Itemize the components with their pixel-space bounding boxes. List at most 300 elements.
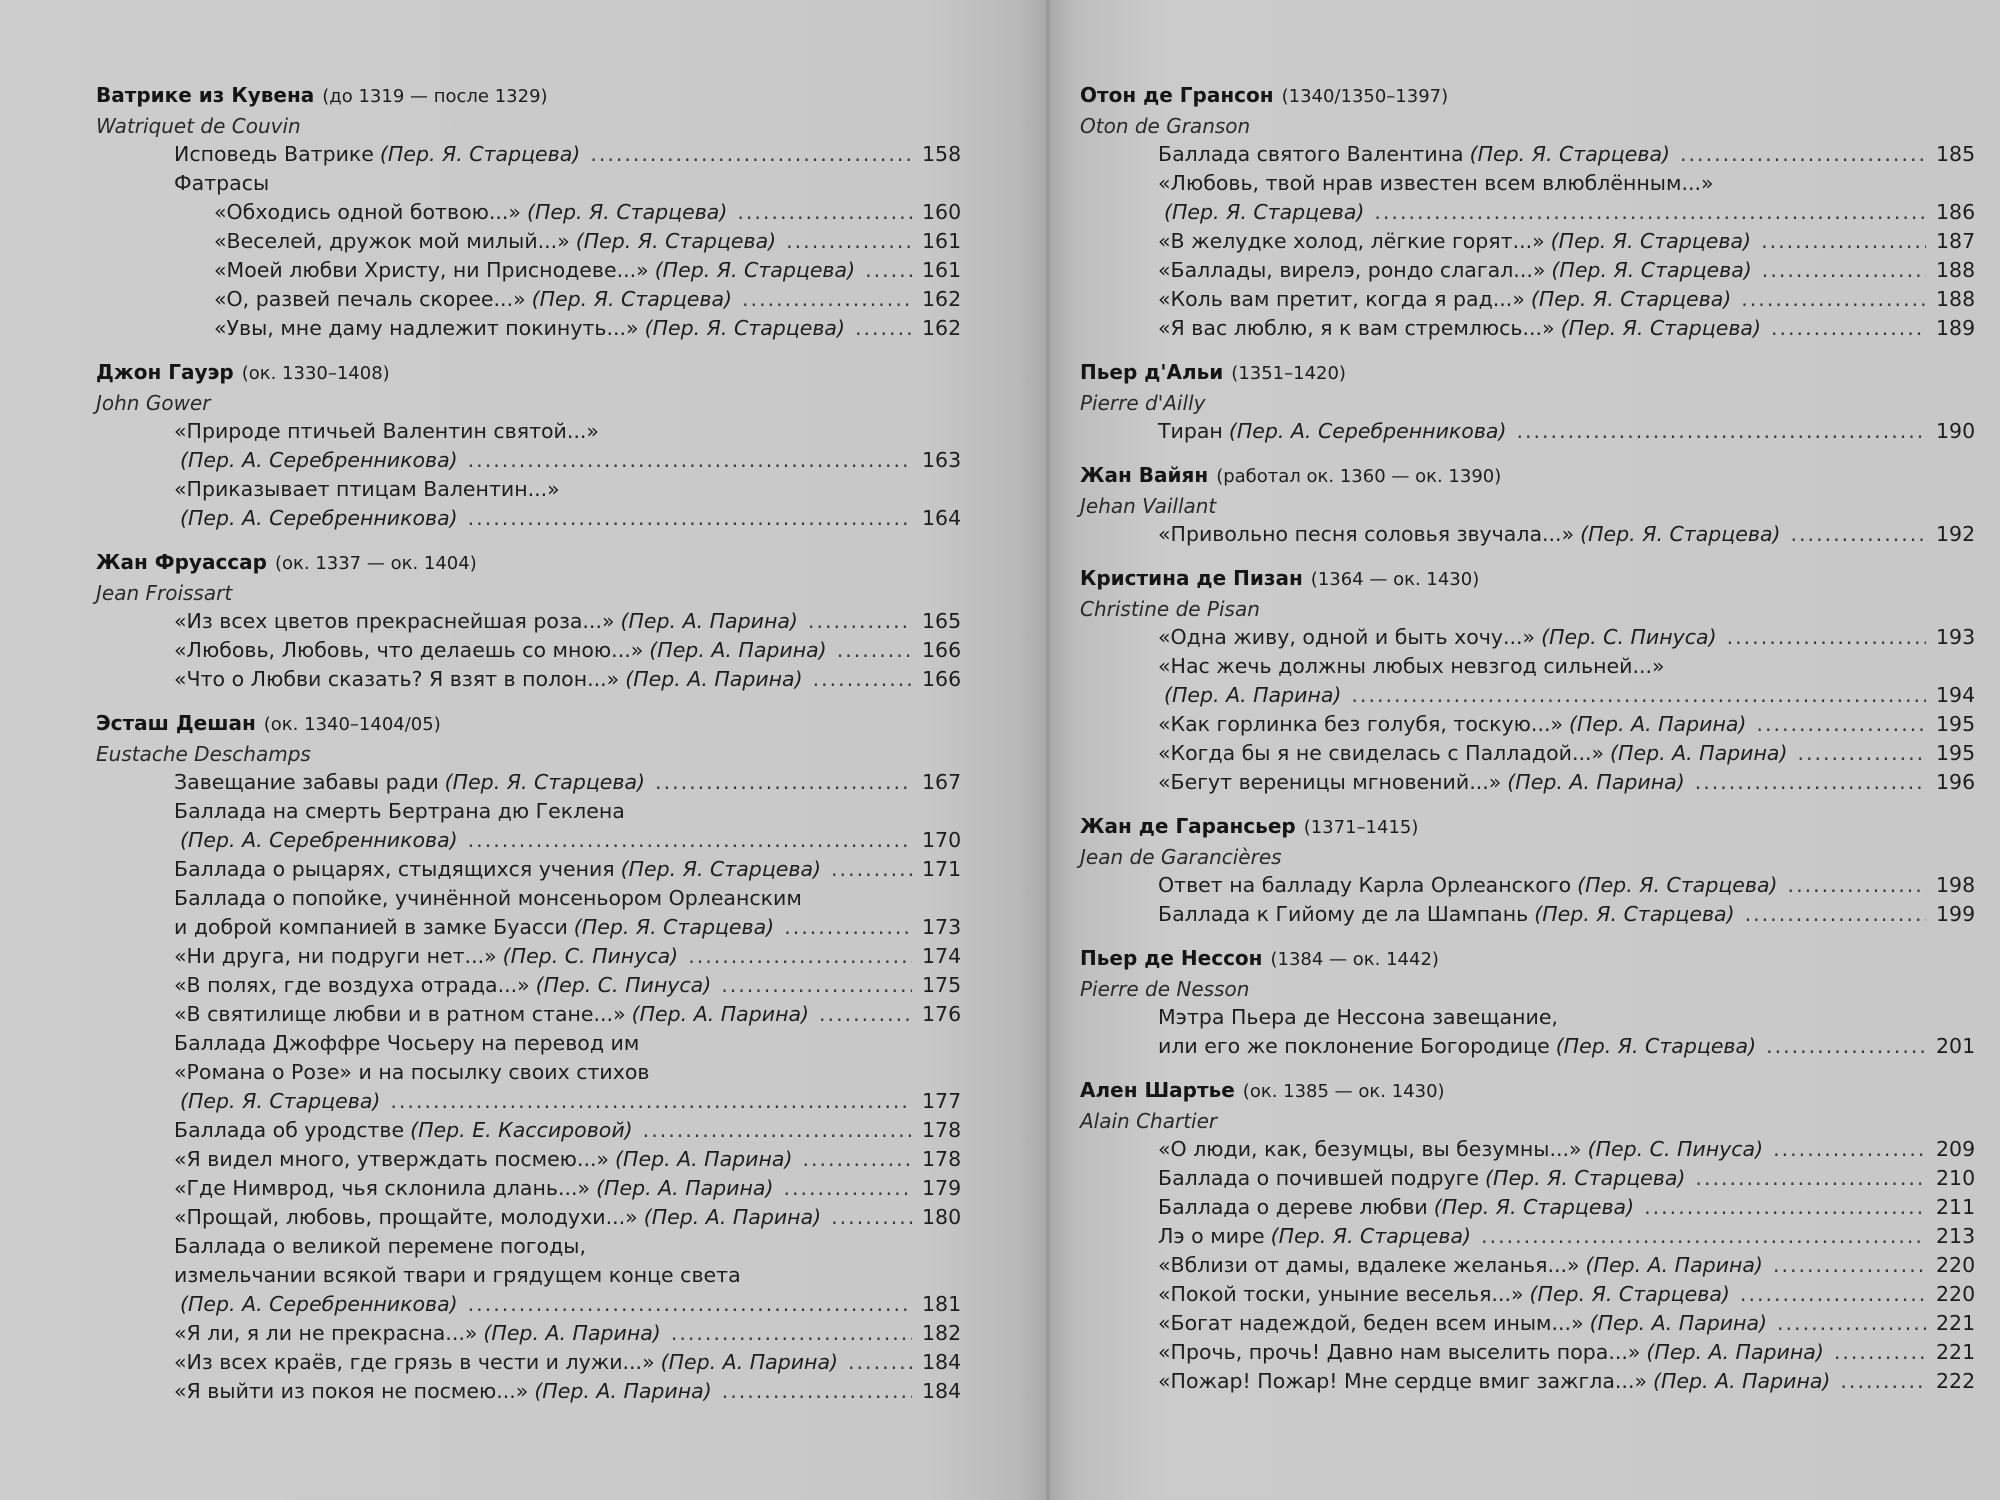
dot-leader <box>1840 1367 1926 1396</box>
entry-translator: (Пер. Я. Старцева) <box>1433 1195 1635 1219</box>
author-block <box>96 80 962 343</box>
dot-leader <box>468 826 912 855</box>
toc-entry <box>96 797 962 855</box>
author-dates: (1384 — ок. 1442) <box>1270 949 1439 970</box>
entry-row <box>1158 1164 1976 1193</box>
entry-title: «В желудке холод, лёгкие горят...» <box>1158 229 1545 253</box>
toc-entry <box>1080 1367 1976 1396</box>
toc-entry <box>96 1232 962 1319</box>
entry-title: Баллада об уродстве <box>174 1118 405 1142</box>
entry-translator: (Пер. А. Парина) <box>534 1379 712 1403</box>
toc-entry <box>1080 169 1976 227</box>
entry-translator: (Пер. Я. Старцева) <box>1555 1034 1757 1058</box>
toc-entry <box>96 140 962 169</box>
toc-entry <box>96 636 962 665</box>
author-dates: (1351–1420) <box>1231 363 1346 384</box>
toc-entry <box>1080 285 1976 314</box>
entry-row <box>214 256 962 285</box>
entry-title: «Я вас люблю, я к вам стремлюсь...» <box>1158 316 1555 340</box>
page-number: 210 <box>1936 1166 1976 1190</box>
entry-title: Баллада о рыцарях, стыдящихся учения <box>174 857 615 881</box>
page-number: 174 <box>922 944 962 968</box>
page-number: 220 <box>1936 1253 1976 1277</box>
author-name: Эсташ Дешан <box>96 711 256 735</box>
page-number: 160 <box>922 200 962 224</box>
entry-translator: (Пер. Я. Старцева) <box>1164 200 1365 224</box>
author-dates: (1371–1415) <box>1303 817 1419 838</box>
entry-row <box>174 169 956 198</box>
dot-leader <box>1680 140 1926 169</box>
dot-leader <box>1740 1280 1926 1309</box>
dot-leader <box>784 913 912 942</box>
page-number: 194 <box>1936 683 1976 707</box>
entry-title: Баллада о почившей подруге <box>1158 1166 1480 1190</box>
dot-leader <box>1773 1251 1926 1280</box>
entry-row <box>174 665 962 694</box>
page-number: 181 <box>922 1292 962 1316</box>
entry-translator: (Пер. Я. Старцева) <box>575 229 777 253</box>
toc-entry <box>96 1145 962 1174</box>
page-number: 178 <box>922 1118 962 1142</box>
page-number: 163 <box>922 448 962 472</box>
author-dates: (1364 — ок. 1430) <box>1310 569 1480 590</box>
page-number: 161 <box>922 229 962 253</box>
entry-translator: (Пер. С. Пинуса) <box>1541 625 1717 649</box>
toc-entry <box>96 198 962 227</box>
entry-row <box>1158 285 1976 314</box>
entry-title: «Коль вам претит, когда я рад...» <box>1158 287 1525 311</box>
author-dates: (ок. 1330–1408) <box>241 363 390 384</box>
entry-translator: (Пер. Я. Старцева) <box>573 915 775 939</box>
entry-row <box>174 913 962 942</box>
entry-translator: (Пер. Я. Старцева) <box>1529 1282 1730 1306</box>
page-number: 195 <box>1936 712 1976 736</box>
page-number: 165 <box>922 609 962 633</box>
entry-row <box>174 1203 962 1232</box>
entry-translator: (Пер. Я. Старцева) <box>444 770 646 794</box>
author-latin-name: Pierre d'Ailly <box>1080 391 1206 415</box>
toc-entry <box>1080 1222 1976 1251</box>
author-latin-name: Jehan Vaillant <box>1080 494 1217 518</box>
author-block <box>1080 563 1976 797</box>
dot-leader <box>671 1319 912 1348</box>
entry-row <box>174 1145 962 1174</box>
page-number: 182 <box>922 1321 962 1345</box>
entry-title: «Где Нимврод, чья склонила длань...» <box>174 1176 591 1200</box>
entry-title: «Прочь, прочь! Давно нам выселить пора...» <box>1158 1340 1641 1364</box>
dot-leader <box>1374 198 1926 227</box>
page-number: 221 <box>1936 1340 1976 1364</box>
author-name: Джон Гауэр <box>96 360 234 384</box>
dot-leader <box>1761 227 1926 256</box>
entry-translator: (Пер. А. Серебренникова) <box>180 506 458 530</box>
author-heading <box>96 708 956 740</box>
entry-title: Исповедь Ватрике <box>174 142 374 166</box>
dot-leader <box>390 1087 912 1116</box>
entry-translator: (Пер. Я. Старцева) <box>1577 873 1778 897</box>
entry-translator: (Пер. А. Парина) <box>615 1147 793 1171</box>
page-number: 166 <box>922 638 962 662</box>
entry-translator: (Пер. А. Парина) <box>660 1350 839 1374</box>
entry-row <box>1158 1280 1976 1309</box>
author-heading <box>96 80 956 112</box>
entry-translator: (Пер. А. Парина) <box>1610 741 1788 765</box>
entry-row <box>1158 768 1976 797</box>
toc-entry <box>96 417 962 475</box>
page-number: 193 <box>1936 625 1976 649</box>
page-number: 188 <box>1936 287 1976 311</box>
page-number: 189 <box>1936 316 1976 340</box>
entry-title-line: Баллада Джоффре Чосьеру на перевод им <box>174 1031 640 1055</box>
entry-translator: (Пер. Я. Старцева) <box>531 287 733 311</box>
dot-leader <box>1771 314 1926 343</box>
author-block <box>1080 80 1976 343</box>
author-name: Отон де Грансон <box>1080 83 1274 107</box>
page-number: 177 <box>922 1089 962 1113</box>
entry-translator: (Пер. А. Парина) <box>620 609 798 633</box>
page-number: 201 <box>1936 1034 1976 1058</box>
dot-leader <box>1773 1135 1926 1164</box>
entry-row <box>1158 900 1976 929</box>
entry-title: «Баллады, вирелэ, рондо слагал...» <box>1158 258 1546 282</box>
entry-row <box>174 1377 962 1406</box>
author-latin-name: Watriquet de Couvin <box>96 114 301 138</box>
author-dates: (до 1319 — после 1329) <box>322 86 548 107</box>
toc-entry <box>1080 1164 1976 1193</box>
author-latin-name: Eustache Deschamps <box>96 742 311 766</box>
dot-leader <box>1777 1309 1926 1338</box>
right-page-contents <box>1080 0 1976 1410</box>
entry-row <box>174 504 962 533</box>
author-heading <box>1080 811 1970 843</box>
entry-translator: (Пер. Я. Старцева) <box>1270 1224 1472 1248</box>
entry-translator: (Пер. А. Парина) <box>631 1002 810 1026</box>
toc-entry <box>96 1116 962 1145</box>
entry-title: «Я ли, я ли не прекрасна...» <box>174 1321 478 1345</box>
entry-translator: (Пер. А. Серебренникова) <box>180 448 458 472</box>
page-number: 209 <box>1936 1137 1976 1161</box>
entry-row <box>1158 256 1976 285</box>
page-number: 162 <box>922 287 962 311</box>
entry-translator: (Пер. Я. Старцева) <box>180 1089 381 1113</box>
page-number: 176 <box>922 1002 962 1026</box>
dot-leader <box>813 665 912 694</box>
toc-entry <box>1080 1135 1976 1164</box>
dot-leader <box>1351 681 1926 710</box>
dot-leader <box>808 607 912 636</box>
author-heading <box>1080 80 1970 112</box>
page-number: 171 <box>922 857 962 881</box>
entry-row <box>174 1348 962 1377</box>
entry-translator: (Пер. Е. Кассировой) <box>410 1118 633 1142</box>
toc-entry <box>96 607 962 636</box>
entry-title: «В святилище любви и в ратном стане...» <box>174 1002 626 1026</box>
page-number: 170 <box>922 828 962 852</box>
page-number: 179 <box>922 1176 962 1200</box>
entry-title: Ответ на балладу Карла Орлеанского <box>1158 873 1572 897</box>
page-number: 162 <box>922 316 962 340</box>
entry-translator: (Пер. А. Парина) <box>1589 1311 1768 1335</box>
page-number: 199 <box>1936 902 1976 926</box>
toc-entry <box>96 1203 962 1232</box>
entry-row <box>174 636 962 665</box>
dot-leader <box>837 636 912 665</box>
author-name: Пьер де Нессон <box>1080 946 1263 970</box>
dot-leader <box>737 198 912 227</box>
author-name: Жан де Гарансьер <box>1080 814 1296 838</box>
dot-leader <box>655 768 912 797</box>
entry-title: «Увы, мне даму надлежит покинуть...» <box>214 316 639 340</box>
author-dates: (ок. 1340–1404/05) <box>263 714 441 735</box>
entry-title: Завещание забавы ради <box>174 770 439 794</box>
dot-leader <box>1741 285 1926 314</box>
entry-title: «Как горлинка без голубя, тоскую...» <box>1158 712 1564 736</box>
entry-title: «Бегут вереницы мгновений...» <box>1158 770 1502 794</box>
page-number: 167 <box>922 770 962 794</box>
toc-entry <box>96 285 962 314</box>
dot-leader <box>819 1000 912 1029</box>
toc-entry <box>1080 417 1976 446</box>
entry-title: «Что о Любви сказать? Я взят в полон...» <box>174 667 620 691</box>
entry-title: «Моей любви Христу, ни Приснодеве...» <box>214 258 649 282</box>
toc-entry <box>1080 768 1976 797</box>
entry-translator: (Пер. А. Парина) <box>1653 1369 1831 1393</box>
author-name: Кристина де Пизан <box>1080 566 1303 590</box>
entry-title: «Прощай, любовь, прощайте, молодухи...» <box>174 1205 638 1229</box>
entry-row <box>1158 1222 1976 1251</box>
author-block <box>96 708 962 1406</box>
entry-row <box>214 285 962 314</box>
entry-title: и доброй компанией в замке Буасси <box>174 915 568 939</box>
dot-leader <box>783 1174 912 1203</box>
toc-entry <box>96 971 962 1000</box>
entry-row <box>214 198 962 227</box>
entry-translator: (Пер. А. Серебренникова) <box>180 828 458 852</box>
entry-translator: (Пер. Я. Старцева) <box>1560 316 1761 340</box>
entry-translator: (Пер. А. Парина) <box>1164 683 1342 707</box>
entry-title: «Обходись одной ботвою...» <box>214 200 521 224</box>
entry-translator: (Пер. А. Парина) <box>649 638 827 662</box>
toc-entry <box>1080 710 1976 739</box>
entry-translator: (Пер. Я. Старцева) <box>1580 522 1781 546</box>
dot-leader <box>1481 1222 1926 1251</box>
entry-title: «Я видел много, утверждать посмею...» <box>174 1147 610 1171</box>
page-number: 221 <box>1936 1311 1976 1335</box>
entry-translator: (Пер. Я. Старцева) <box>1530 287 1732 311</box>
entry-translator: (Пер. Я. Старцева) <box>1485 1166 1686 1190</box>
entry-row <box>174 1290 962 1319</box>
dot-leader <box>1762 256 1926 285</box>
page-number: 186 <box>1936 200 1976 224</box>
entry-row <box>1158 623 1976 652</box>
entry-title: «Пожар! Пожар! Мне сердце вмиг зажгла...» <box>1158 1369 1647 1393</box>
dot-leader <box>786 227 912 256</box>
toc-entry <box>96 1000 962 1029</box>
toc-entry <box>1080 1193 1976 1222</box>
entry-title: Фатрасы <box>174 171 270 195</box>
entry-title: «Любовь, Любовь, что делаешь со мною...» <box>174 638 644 662</box>
dot-leader <box>865 256 912 285</box>
page-number: 166 <box>922 667 962 691</box>
entry-row <box>174 826 962 855</box>
page-number: 173 <box>922 915 962 939</box>
entry-title: «Вблизи от дамы, вдалеке желанья...» <box>1158 1253 1580 1277</box>
dot-leader <box>1756 710 1926 739</box>
toc-entry <box>1080 256 1976 285</box>
dot-leader <box>1745 900 1926 929</box>
dot-leader <box>590 140 912 169</box>
entry-translator: (Пер. А. Серебренникова) <box>1228 419 1507 443</box>
page-number: 184 <box>922 1379 962 1403</box>
entry-title: Тиран <box>1158 419 1223 443</box>
entry-translator: (Пер. А. Серебренникова) <box>180 1292 458 1316</box>
entry-translator: (Пер. Я. Старцева) <box>526 200 728 224</box>
toc-entry <box>96 1319 962 1348</box>
entry-row <box>1158 227 1976 256</box>
entry-row <box>174 1087 962 1116</box>
author-dates: (ок. 1337 — ок. 1404) <box>274 553 477 574</box>
author-latin-name: Jean Froissart <box>96 581 233 605</box>
toc-entry <box>96 1348 962 1377</box>
entry-row <box>1158 1367 1976 1396</box>
author-heading <box>1080 357 1970 389</box>
dot-leader <box>831 855 912 884</box>
entry-row <box>1158 1135 1976 1164</box>
toc-entry <box>1080 1280 1976 1309</box>
author-latin-name: John Gower <box>96 391 211 415</box>
author-heading <box>1080 1075 1970 1107</box>
author-latin-name: Jean de Garancières <box>1080 845 1282 869</box>
author-latin-name: Christine de Pisan <box>1080 597 1260 621</box>
toc-entry <box>1080 140 1976 169</box>
toc-entry <box>1080 871 1976 900</box>
toc-entry <box>1080 227 1976 256</box>
right-page <box>1050 0 2000 1500</box>
dot-leader <box>855 314 912 343</box>
dot-leader <box>1644 1193 1926 1222</box>
entry-translator: (Пер. Я. Старцева) <box>1550 229 1752 253</box>
entry-row <box>174 1174 962 1203</box>
toc-entry <box>1080 1251 1976 1280</box>
entry-title: Баллада о дереве любви <box>1158 1195 1428 1219</box>
entry-title: «О люди, как, безумцы, вы безумны...» <box>1158 1137 1582 1161</box>
dot-leader <box>742 285 912 314</box>
entry-row <box>1158 1309 1976 1338</box>
entry-row <box>174 1319 962 1348</box>
dot-leader <box>848 1348 912 1377</box>
toc-entry <box>96 1029 962 1116</box>
entry-row <box>174 942 962 971</box>
page-number: 211 <box>1936 1195 1976 1219</box>
entry-title-line: «Природе птичьей Валентин святой...» <box>174 419 599 443</box>
entry-title: «Ни друга, ни подруги нет...» <box>174 944 497 968</box>
author-block <box>96 547 962 694</box>
toc-entry <box>96 855 962 884</box>
entry-row <box>1158 417 1976 446</box>
entry-translator: (Пер. С. Пинуса) <box>502 944 679 968</box>
entry-translator: (Пер. Я. Старцева) <box>654 258 856 282</box>
toc-entry <box>96 1377 962 1406</box>
page-number: 195 <box>1936 741 1976 765</box>
author-block <box>1080 357 1976 446</box>
dot-leader <box>802 1145 912 1174</box>
entry-row <box>174 1000 962 1029</box>
dot-leader <box>831 1203 912 1232</box>
author-heading <box>1080 563 1970 595</box>
toc-entry <box>1080 623 1976 652</box>
toc-entry <box>1080 1338 1976 1367</box>
entry-title-line: измельчании всякой твари и грядущем конце света <box>174 1263 741 1287</box>
author-name: Жан Фруассар <box>96 550 267 574</box>
entry-title: «Богат надеждой, беден всем иным...» <box>1158 1311 1584 1335</box>
toc-entry <box>96 227 962 256</box>
author-latin-name: Oton de Granson <box>1080 114 1251 138</box>
dot-leader <box>1788 871 1926 900</box>
entry-translator: (Пер. Я. Старцева) <box>1469 142 1671 166</box>
toc-entry <box>96 768 962 797</box>
toc-entry <box>1080 900 1976 929</box>
toc-entry <box>96 314 962 343</box>
author-latin-name: Pierre de Nesson <box>1080 977 1250 1001</box>
author-block <box>1080 943 1976 1061</box>
entry-row <box>1158 520 1976 549</box>
dot-leader <box>1695 768 1926 797</box>
author-heading <box>96 357 956 389</box>
entry-title-line: Баллада о попойке, учинённой монсеньором Орлеанским <box>174 886 802 910</box>
entry-title: «Из всех краёв, где грязь в чести и лужи...» <box>174 1350 655 1374</box>
dot-leader <box>1695 1164 1926 1193</box>
toc-entry <box>96 884 962 942</box>
author-block <box>1080 460 1976 549</box>
toc-entry <box>1080 520 1976 549</box>
toc-entry <box>1080 739 1976 768</box>
page-number: 175 <box>922 973 962 997</box>
entry-title-line: «Любовь, твой нрав известен всем влюблённым...» <box>1158 171 1714 195</box>
dot-leader <box>1791 520 1926 549</box>
dot-leader <box>468 446 912 475</box>
author-block <box>1080 1075 1976 1396</box>
entry-title: «Я выйти из покоя не посмею...» <box>174 1379 529 1403</box>
entry-translator: (Пер. А. Парина) <box>1569 712 1747 736</box>
entry-row <box>174 446 962 475</box>
entry-title-line: «Романа о Розе» и на посылку своих стихов <box>174 1060 650 1084</box>
entry-title: «Из всех цветов прекраснейшая роза...» <box>174 609 615 633</box>
entry-row <box>1158 871 1976 900</box>
entry-translator: (Пер. А. Парина) <box>643 1205 822 1229</box>
author-name: Жан Вайян <box>1080 463 1209 487</box>
entry-translator: (Пер. А. Парина) <box>1646 1340 1824 1364</box>
dot-leader <box>468 1290 912 1319</box>
entry-title: «Привольно песня соловья звучала...» <box>1158 522 1575 546</box>
page-number: 192 <box>1936 522 1976 546</box>
author-heading <box>1080 943 1970 975</box>
dot-leader <box>643 1116 912 1145</box>
dot-leader <box>468 504 912 533</box>
entry-row <box>1158 198 1976 227</box>
author-latin-name: Alain Chartier <box>1080 1109 1218 1133</box>
toc-entry <box>1080 652 1976 710</box>
toc-entry <box>1080 1003 1976 1061</box>
page-number: 220 <box>1936 1282 1976 1306</box>
toc-entry <box>96 665 962 694</box>
author-block <box>1080 811 1976 929</box>
author-name: Ален Шартье <box>1080 1078 1235 1102</box>
entry-title: «О, развей печаль скорее...» <box>214 287 526 311</box>
entry-row <box>1158 314 1976 343</box>
dot-leader <box>1516 417 1926 446</box>
dot-leader <box>1766 1032 1926 1061</box>
entry-translator: (Пер. Я. Старцева) <box>379 142 581 166</box>
